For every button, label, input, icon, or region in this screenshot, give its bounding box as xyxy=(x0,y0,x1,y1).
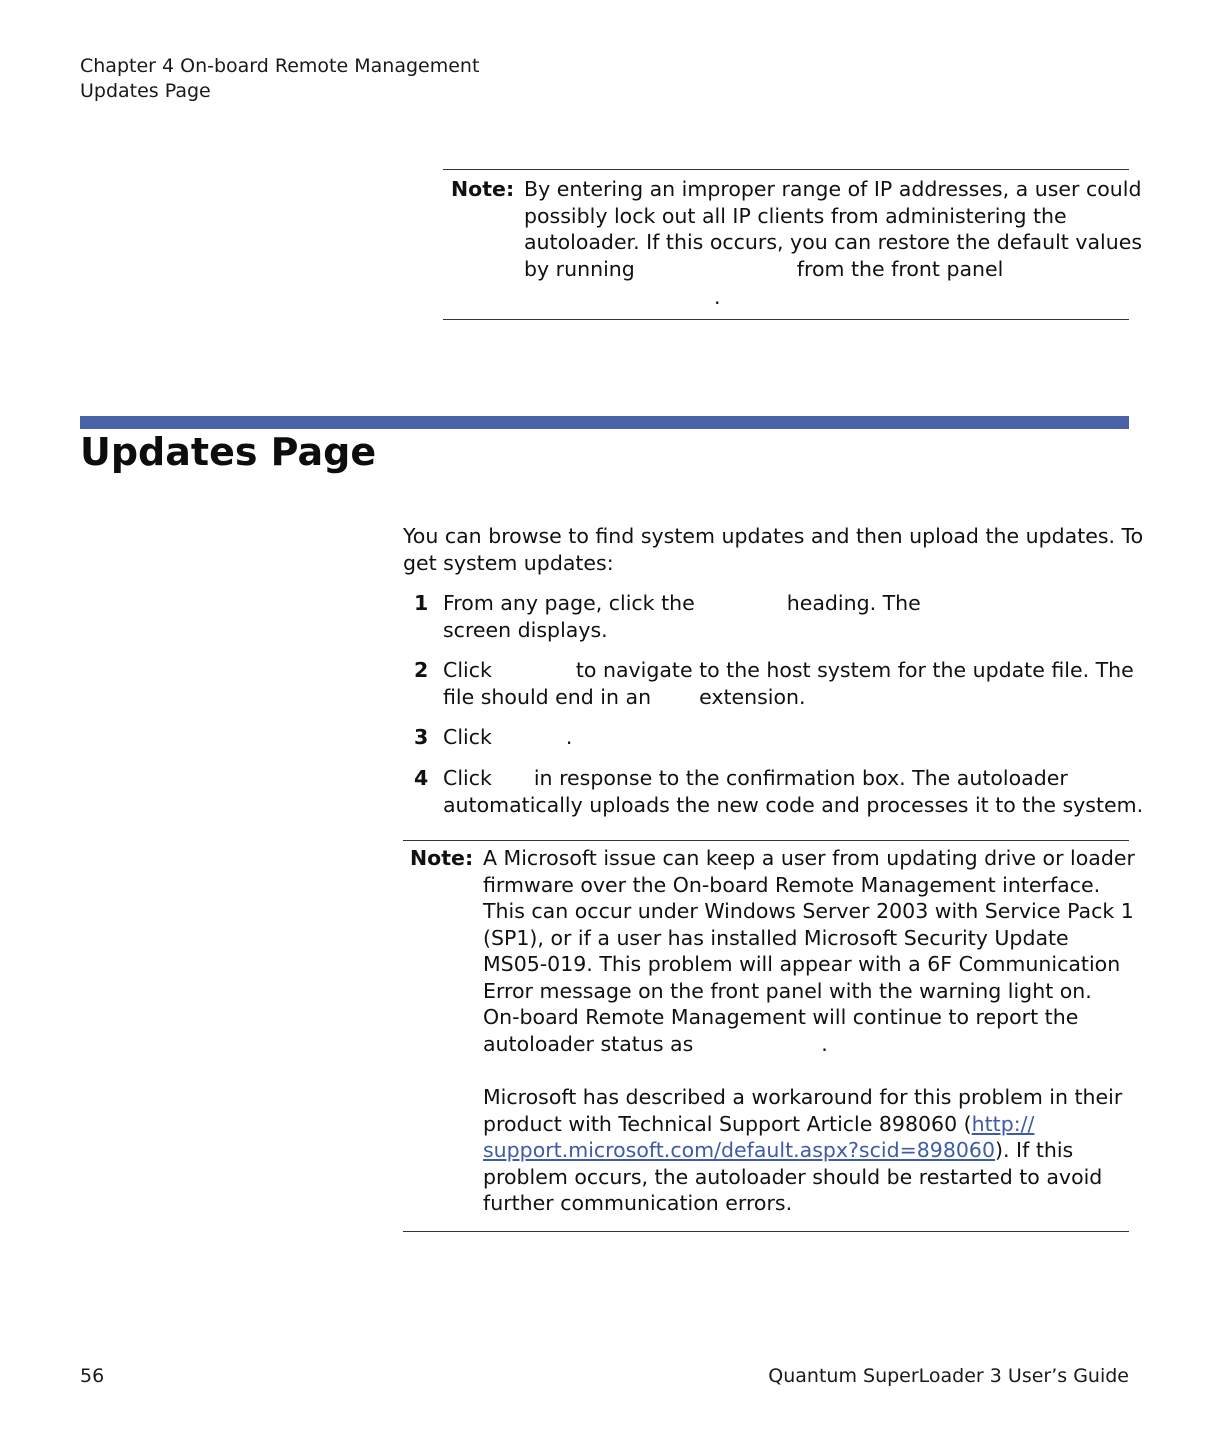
step-line xyxy=(443,590,1133,617)
step-text-part: in response to the confirmation box. The autoloader xyxy=(533,766,1068,790)
note-body xyxy=(483,845,1135,1217)
step-line xyxy=(443,724,1133,751)
note-line: Error message on the front panel with the warning light on. xyxy=(483,978,1092,1003)
note-line: further communication errors. xyxy=(483,1191,793,1215)
note-line: autoloader. If this occurs, you can restore the default values xyxy=(524,230,1143,254)
section-title: Updates Page xyxy=(80,430,377,474)
step-number: 3 xyxy=(414,725,429,749)
step-line xyxy=(443,657,1133,684)
step-number: 1 xyxy=(414,591,429,615)
note-line: A Microsoft issue can keep a user from updating drive or loader xyxy=(483,846,1135,870)
intro-line: get system updates: xyxy=(403,550,614,575)
step-text xyxy=(443,590,1133,643)
note-ip-range xyxy=(443,169,1143,320)
step-text xyxy=(443,724,1133,751)
note-line: MS05-019. This problem will appear with a 6F Communication xyxy=(483,952,1121,976)
step-line: automatically uploads the new code and processes it to the system. xyxy=(443,792,1144,817)
book-title: Quantum SuperLoader 3 User’s Guide xyxy=(768,1365,1129,1387)
note-line: possibly lock out all IP clients from administering the xyxy=(524,203,1067,228)
step-line xyxy=(443,765,1133,792)
note-line xyxy=(483,1137,1129,1164)
note-line xyxy=(483,1031,1129,1058)
note-label: Note: xyxy=(451,177,515,201)
step-text xyxy=(443,765,1144,818)
step-line xyxy=(443,684,1133,711)
running-head-chapter: Chapter 4 On-board Remote Management xyxy=(80,55,480,77)
step-text-part: Click xyxy=(443,658,492,682)
note-line: On-board Remote Management will continue to report the xyxy=(483,1005,1079,1029)
support-article-link[interactable]: http:// xyxy=(971,1111,1035,1136)
step-text-part: heading. The xyxy=(786,591,921,615)
step-text-part: Click xyxy=(443,766,492,790)
note-microsoft-issue xyxy=(403,840,1135,1232)
note-text: from the front panel xyxy=(796,256,1004,281)
step-text-part: file should end in an xyxy=(443,684,652,709)
step-text-part: Click xyxy=(443,725,492,749)
intro-paragraph xyxy=(403,523,1144,576)
support-article-link[interactable]: support.microsoft.com/default.aspx?scid=898060 xyxy=(483,1138,996,1162)
note-line: firmware over the On-board Remote Management interface. xyxy=(483,872,1101,897)
note-text: . xyxy=(714,284,721,309)
intro-line: You can browse to find system updates and then upload the updates. To xyxy=(403,524,1144,548)
step-text-part: to navigate to the host system for the update file. The xyxy=(575,658,1134,682)
note-line: This can occur under Windows Server 2003 with Service Pack 1 xyxy=(483,899,1134,923)
note-line: Microsoft has described a workaround for this problem in their xyxy=(483,1085,1123,1109)
note-line xyxy=(524,284,1124,311)
step-text xyxy=(443,657,1133,710)
note-paragraph-2 xyxy=(483,1084,1129,1217)
step-number: 4 xyxy=(414,766,429,790)
running-head xyxy=(80,54,479,104)
note-body xyxy=(524,176,1143,310)
step-text-part: extension. xyxy=(699,684,806,709)
note-line: By entering an improper range of IP addresses, a user could xyxy=(524,177,1142,201)
note-line xyxy=(524,256,1124,284)
note-text: autoloader status as xyxy=(483,1031,694,1056)
note-label: Note: xyxy=(410,846,474,870)
step-text-part: From any page, click the xyxy=(443,591,695,615)
note-line: problem occurs, the autoloader should be restarted to avoid xyxy=(483,1164,1103,1189)
note-text: product with Technical Support Article 898060 ( xyxy=(483,1111,972,1136)
step-text-part: . xyxy=(565,725,573,749)
step-number: 2 xyxy=(414,658,429,682)
step-line: screen displays. xyxy=(443,617,608,642)
page-number: 56 xyxy=(80,1365,105,1387)
note-text: ). If this xyxy=(995,1138,1074,1162)
note-text: by running xyxy=(524,256,635,281)
note-text: . xyxy=(821,1031,828,1056)
note-line: (SP1), or if a user has installed Microsoft Security Update xyxy=(483,925,1069,950)
running-head-section: Updates Page xyxy=(80,80,211,102)
note-line xyxy=(483,1111,1129,1138)
